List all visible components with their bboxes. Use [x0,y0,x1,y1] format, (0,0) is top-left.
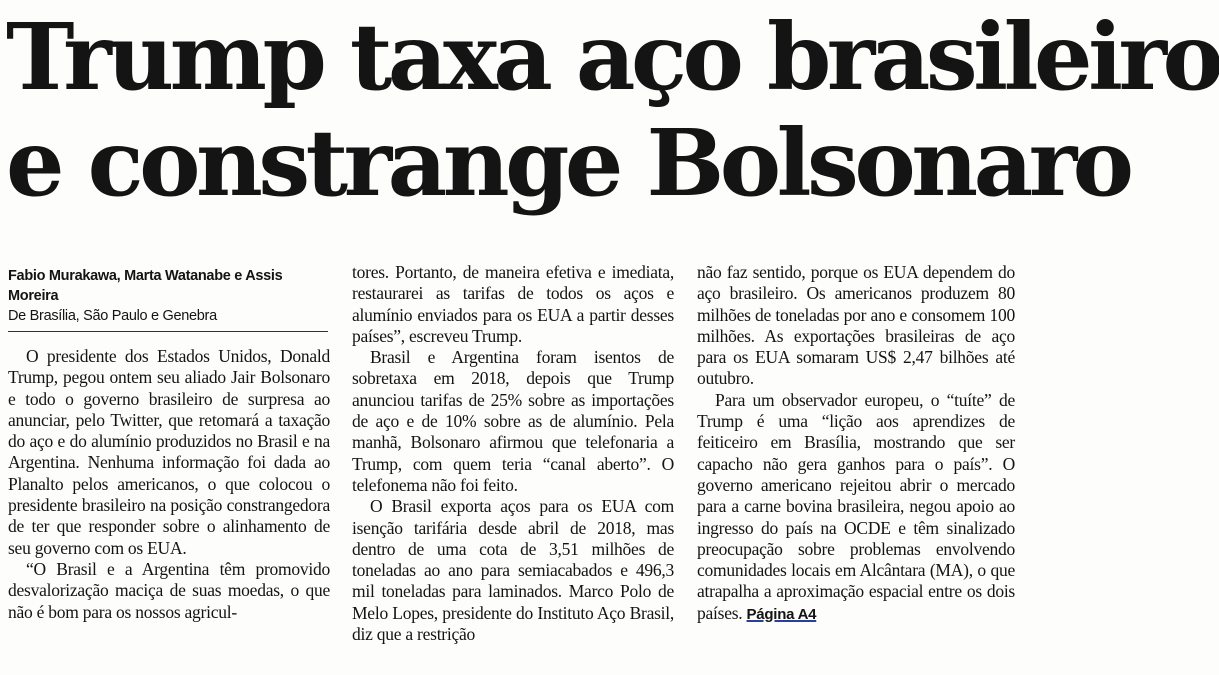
article-column-1 [8,346,330,623]
paragraph-1 [8,346,330,559]
byline-authors: Fabio Murakawa, Marta Watanabe e Assis Moreira [8,268,283,304]
headline-line-1: Trump taxa aço brasileiro [6,3,1219,111]
paragraph-3 [352,347,674,496]
headline-line-2: e constrange Bolsonaro [6,109,1130,217]
byline-location: De Brasília, São Paulo e Genebra [8,306,328,332]
page-reference-link[interactable]: Página A4 [746,605,817,623]
paragraph-5-text: Para um observador europeu, o “tuíte” de Trump é uma “lição aos aprendizes de feiticeiro em Brasília, mostrando que ser capacho não gera ganhos para o país”. O governo americano rejeitou abrir o mercado para a carne bovina brasileira, negou apoio ao ingresso do país na OCDE e têm sinalizado preocupação sobre problemas envolvendo comunidades locais em Alcântara (MA), o que atrapalha a aproximação espacial entre os dois países. [697,389,1015,623]
article-column-2 [352,262,674,645]
article-column-3 [697,262,1015,625]
paragraph-1-text: O presidente dos Estados Unidos, Donald Trump, pegou ontem seu aliado Jair Bolsonaro e todo o governo brasileiro de surpresa ao anunciar, pelo Twitter, que retomará a taxação do aço e do alumínio produzidos no Brasil e na Argentina. Nenhuma informação foi dada ao Planalto pelos americanos, o que colocou o presidente brasileiro na posição constrangedora de ter que responder sobre o alinhamento de seu governo com os EUA. [8,346,330,558]
paragraph-5 [697,390,1015,625]
paragraph-4-text-a: O Brasil exporta aços para os EUA com isenção tarifária desde abril de 2018, mas dentro de uma cota de 3,51 milhões de toneladas ao ano para semiacabados e 496,3 mil toneladas para laminados. Marco Polo de Melo Lopes, presidente do Instituto Aço Brasil, diz que a restrição [352,496,674,645]
paragraph-2-start [8,559,330,623]
paragraph-2-text-b: tores. Portanto, de maneira efetiva e imediata, restaurarei as tarifas de todos os aços e alumínio enviados para os EUA a partir desses países”, escreveu Trump. [352,262,674,346]
paragraph-3-text: Brasil e Argentina foram isentos de sobretaxa em 2018, depois que Trump anunciou tarifas de 25% sobre as importações de aço e de 10% sobre as de alumínio. Pela manhã, Bolsonaro afirmou que telefonaria a Trump, com quem teria “canal aberto”. O telefonema não foi feito. [352,347,674,495]
paragraph-4-continued [697,262,1015,390]
paragraph-2-text-a: “O Brasil e a Argentina têm promovido desvalorização maciça de suas moedas, o que não é bom para os nossos agricul- [8,558,330,622]
paragraph-4-start [352,496,674,645]
headline [6,3,1219,217]
paragraph-2-continued [352,262,674,347]
byline [8,266,328,332]
paragraph-4-text-b: não faz sentido, porque os EUA dependem do aço brasileiro. Os americanos produzem 80 milhões de toneladas por ano e consomem 100 milhões. As exportações brasileiras de aço para os EUA somaram US$ 2,47 bilhões até outubro. [697,262,1015,389]
